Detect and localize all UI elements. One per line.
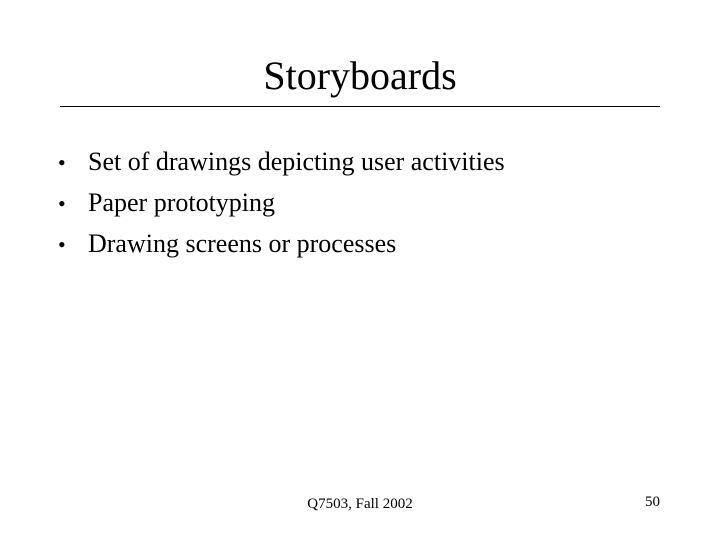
bullet-text: Paper prototyping <box>88 188 276 217</box>
bullet-icon: • <box>58 150 66 175</box>
slide-footer: Q7503, Fall 2002 <box>307 496 413 512</box>
bullet-icon: • <box>58 232 66 257</box>
slide-title: Storyboards <box>263 53 457 98</box>
title-divider <box>60 106 660 107</box>
bullet-item <box>58 224 678 265</box>
bullet-item <box>58 142 678 183</box>
bullet-text: Drawing screens or processes <box>88 229 397 258</box>
bullet-text: Set of drawings depicting user activities <box>88 147 505 176</box>
bullet-item <box>58 183 678 224</box>
bullet-icon: • <box>58 191 66 216</box>
page-number: 50 <box>645 494 660 510</box>
bullet-list <box>58 142 678 265</box>
